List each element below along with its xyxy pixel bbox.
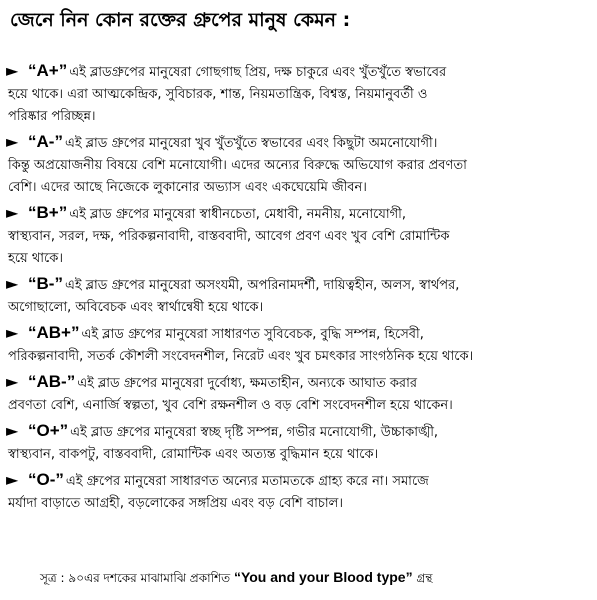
blood-type-label: “A-” xyxy=(28,132,63,151)
entry-text: হয়ে থাকে। xyxy=(8,251,63,266)
source-book-title: “You and your Blood type” xyxy=(233,569,413,585)
entry-text: প্রবণতা বেশি, এনার্জি স্বল্পতা, খুব বেশি রক্ষনশীল ও বড় বেশি সংবেদনশীল হয়ে থাকেন। xyxy=(8,398,453,413)
entry-text: পরিষ্কার পরিচ্ছন্ন। xyxy=(8,109,96,124)
blood-type-label: “AB-” xyxy=(28,372,76,391)
page-title: জেনে নিন কোন রক্তের গ্রুপের মানুষ কেমন : xyxy=(10,9,351,31)
entry-o-negative xyxy=(6,469,592,515)
bullet-arrow-icon: ► xyxy=(6,421,19,440)
entry-b-positive xyxy=(6,202,592,270)
entry-text: অগোছালো, অবিবেচক এবং স্বার্থান্বেষী হয়ে থাকে। xyxy=(8,300,264,315)
entry-text: হয়ে থাকে। এরা আত্মকেন্দ্রিক, সুবিচারক, শান্ত, নিয়মতান্ত্রিক, বিশ্বস্ত, নিয়মানুবর্তী ও xyxy=(8,87,428,102)
bullet-arrow-icon: ► xyxy=(6,132,19,151)
blood-type-label: “O+” xyxy=(28,421,69,440)
entry-first-line xyxy=(6,322,592,346)
entry-first-line xyxy=(6,60,592,84)
entry-text: এই ব্লাডগ্রুপের মানুষেরা গোছগাছ প্রিয়, দক্ষ চাকুরে এবং খুঁতখুঁতে স্বভাবের xyxy=(69,65,447,80)
blood-type-label: “AB+” xyxy=(28,323,80,342)
entry-text: স্বাস্থ্যবান, বাকপটু, বাস্তববাদী, রোমান্টিক এবং অত্যন্ত বুদ্ধিমান হয়ে থাকে। xyxy=(8,447,379,462)
blood-type-label: “B+” xyxy=(28,203,68,222)
entry-text: বেশি। এদের আছে নিজেকে লুকানোর অভ্যাস এবং একঘেয়েমি জীবন। xyxy=(8,180,367,195)
entry-b-negative xyxy=(6,273,592,319)
bullet-arrow-icon: ► xyxy=(6,274,19,293)
bullet-arrow-icon: ► xyxy=(6,470,19,489)
entry-first-line xyxy=(6,273,592,297)
bullet-arrow-icon: ► xyxy=(6,61,19,80)
bullet-arrow-icon: ► xyxy=(6,372,19,391)
entry-first-line xyxy=(6,420,592,444)
entry-a-positive xyxy=(6,60,592,128)
entry-first-line xyxy=(6,469,592,493)
entry-o-positive xyxy=(6,420,592,466)
entry-text: এই ব্লাড গ্রুপের মানুষেরা অসংযমী, অপরিনামদর্শী, দায়িত্বহীন, অলস, স্বার্থপর, xyxy=(64,278,460,293)
entry-first-line xyxy=(6,131,592,155)
entry-text: পরিকল্পনাবাদী, সতর্ক কৌশলী সংবেদনশীল, নিরেট এবং খুব চমৎকার সাংগঠনিক হয়ে থাকে। xyxy=(8,349,474,364)
entry-a-negative xyxy=(6,131,592,199)
entry-text: মর্যাদা বাড়াতে আগ্রহী, বড়লোকের সঙ্গপ্রিয় এবং বড় বেশি বাচাল। xyxy=(8,496,343,511)
entry-ab-negative xyxy=(6,371,592,417)
entry-text: এই ব্লাড গ্রুপের মানুষেরা খুব খুঁতখুঁতে স্বভাবের এবং কিছুটা অমনোযোগী। xyxy=(64,136,438,151)
entry-text: এই ব্লাড গ্রুপের মানুষেরা সাধারণত সুবিবেচক, বুদ্ধি সম্পন্ন, হিসেবী, xyxy=(81,327,424,342)
entry-first-line xyxy=(6,371,592,395)
source-suffix: গ্রন্থ xyxy=(412,571,433,585)
entry-text: এই গ্রুপের মানুষেরা সাধারণত অন্যের মতামতকে গ্রাহ্য করে না। সমাজে xyxy=(65,474,429,489)
bullet-arrow-icon: ► xyxy=(6,323,19,342)
blood-type-label: “B-” xyxy=(28,274,63,293)
entry-text: এই ব্লাড গ্রুপের মানুষেরা দুর্বোধ্য, ক্ষমতাহীন, অন্যকে আঘাত করার xyxy=(77,376,418,391)
bullet-arrow-icon: ► xyxy=(6,203,19,222)
entries-list xyxy=(6,60,592,518)
blood-type-label: “A+” xyxy=(28,61,68,80)
entry-text: এই ব্লাড গ্রুপের মানুষেরা স্বচ্ছ দৃষ্টি সম্পন্ন, গভীর মনোযোগী, উচ্চাকাঙ্খী, xyxy=(70,425,439,440)
entry-text: স্বাস্থ্যবান, সরল, দক্ষ, পরিকল্পনাবাদী, বাস্তববাদী, আবেগ প্রবণ এবং খুব বেশি রোমান্টিক xyxy=(8,229,450,244)
entry-text: এই ব্লাড গ্রুপের মানুষেরা স্বাধীনচেতা, মেধাবী, নমনীয়, মনোযোগী, xyxy=(69,207,406,222)
entry-text: কিন্তু অপ্রয়োজনীয় বিষয়ে বেশি মনোযোগী। এদের অন্যের বিরুদ্ধে অভিযোগ করার প্রবণতা xyxy=(8,158,467,173)
source-citation xyxy=(40,566,432,589)
blood-type-label: “O-” xyxy=(28,470,64,489)
source-prefix: সূত্র : ৯০এর দশকের মাঝামাঝি প্রকাশিত xyxy=(40,571,234,585)
entry-ab-positive xyxy=(6,322,592,368)
entry-first-line xyxy=(6,202,592,226)
